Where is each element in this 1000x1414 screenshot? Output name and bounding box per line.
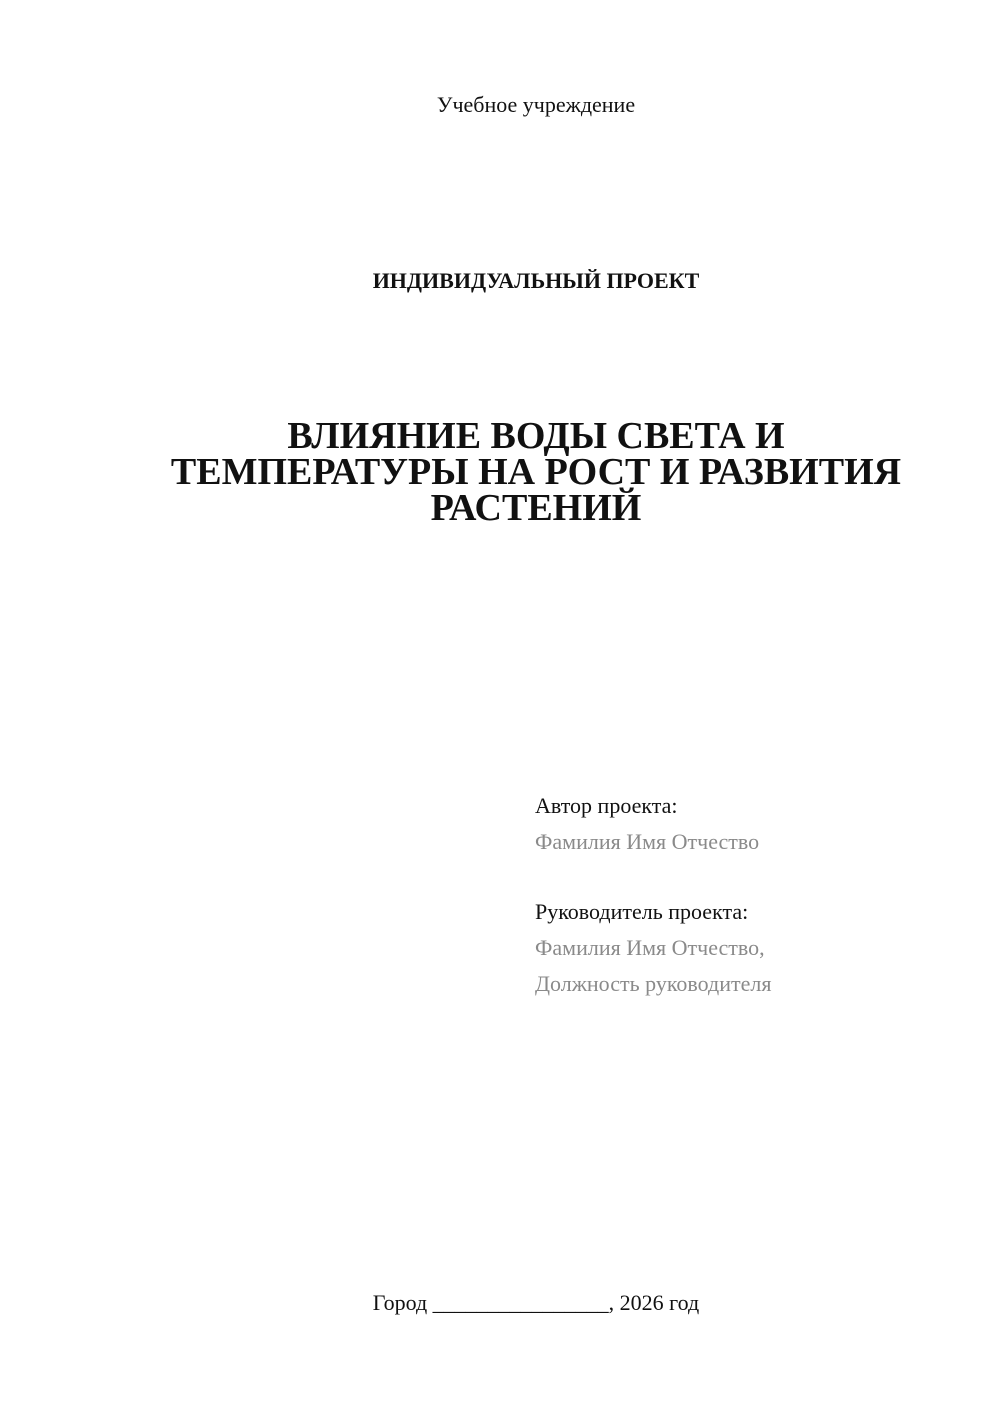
supervisor-label: Руководитель проекта: <box>535 899 749 924</box>
institution-name: Учебное учреждение <box>436 92 636 117</box>
project-title-line: РАСТЕНИЙ <box>430 487 642 529</box>
author-name-placeholder: Фамилия Имя Отчество <box>535 829 760 854</box>
credits-block <box>535 788 975 1002</box>
author-label: Автор проекта: <box>535 793 678 818</box>
supervisor-position-placeholder: Должность руководителя <box>535 971 772 996</box>
credits-spacer <box>535 860 975 894</box>
project-title <box>120 415 952 529</box>
project-type-heading: ИНДИВИДУАЛЬНЫЙ ПРОЕКТ <box>372 268 700 293</box>
project-title-line: ВЛИЯНИЕ ВОДЫ СВЕТА И <box>287 415 785 457</box>
project-title-line: ТЕМПЕРАТУРЫ НА РОСТ И РАЗВИТИЯ <box>170 451 902 493</box>
city-year-line: Город ________________, 2026 год <box>372 1290 700 1315</box>
supervisor-name-placeholder: Фамилия Имя Отчество, <box>535 935 765 960</box>
